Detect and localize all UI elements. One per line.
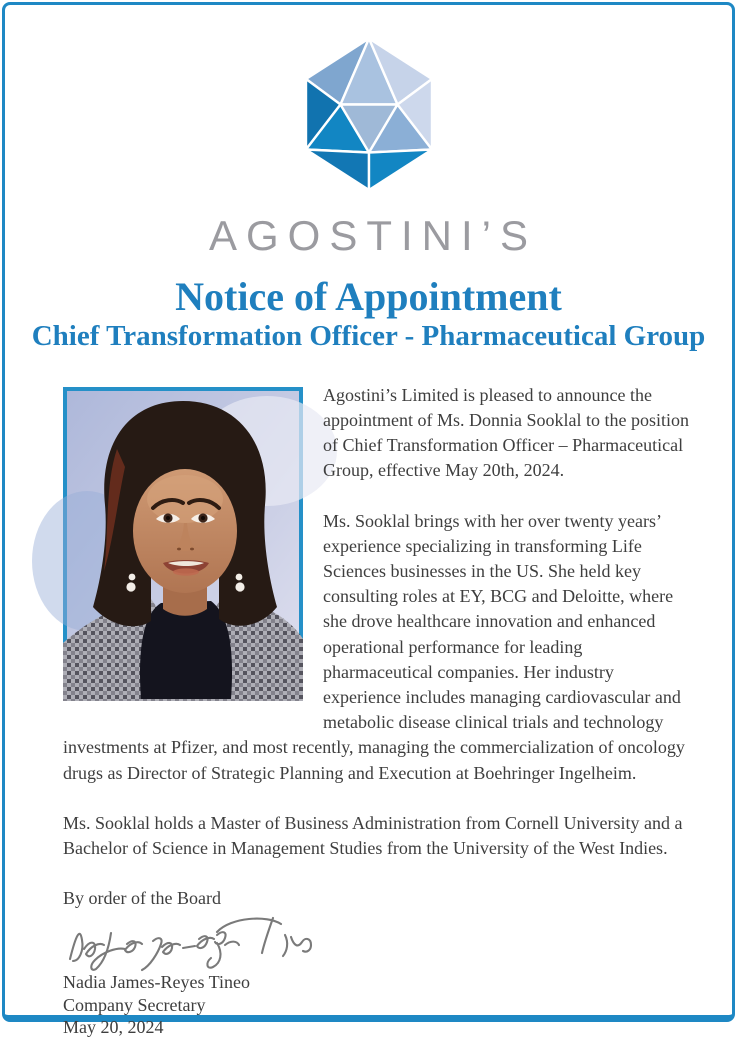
appointment-notice-document (2, 2, 735, 1038)
portrait-illustration (67, 391, 299, 697)
appointee-portrait-photo (63, 387, 303, 701)
signatory-role: Company Secretary (63, 994, 206, 1015)
by-order-line: By order of the Board (63, 888, 221, 909)
paragraph-education: Ms. Sooklal holds a Master of Business Administration from Cornell University and a Bachelor of Science in Management Studies from the University of the West Indies. (63, 812, 683, 858)
signatory-name: Nadia James-Reyes Tineo (63, 972, 250, 993)
notice-subtitle: Chief Transformation Officer - Pharmaceutical Group (31, 320, 706, 352)
masthead (5, 5, 732, 260)
company-wordmark: AGOSTINI’S (208, 212, 538, 259)
notice-title: Notice of Appointment (175, 274, 562, 319)
paragraph-announcement: Agostini’s Limited is pleased to announce the appointment of Ms. Donnia Sooklal to the position of Chief Transformation Officer – Pharmaceutical Group, effective May 20th, 2024. (323, 384, 689, 481)
notice-date: May 20, 2024 (63, 1017, 164, 1038)
paragraph-experience: Ms. Sooklal brings with her over twenty years’ experience specializing in transforming Life Sciences businesses in the US. She held key consulting roles at EY, BCG and Deloitte, where she drove healthcare innovation and enhanced operational performance for leading pharmaceutical companies. Her industry experience includes managing cardiovascular and metabolic disease clinical trials and technology investments at Pfizer, and most recently, managing the commercialization of oncology drugs as Director of Strategic Planning and Execution at Boehringer Ingelheim. (63, 510, 685, 783)
company-gem-logo-icon (294, 35, 444, 201)
handwritten-signature-image (65, 913, 315, 971)
notice-body (63, 383, 692, 1039)
